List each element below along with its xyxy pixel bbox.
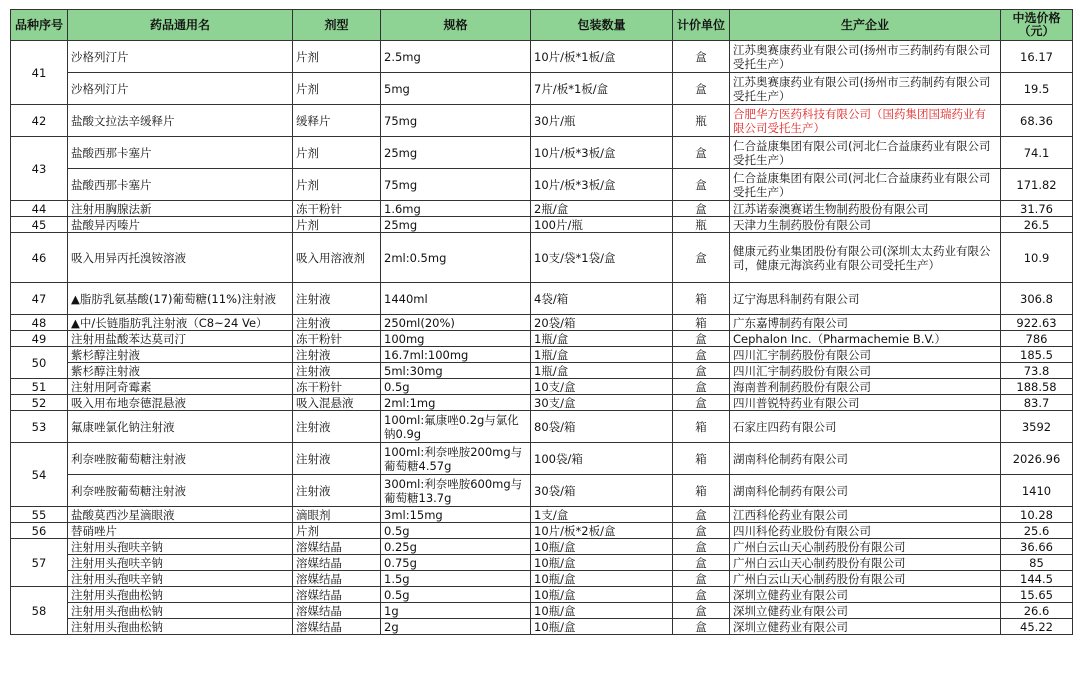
cell-spec: 1440ml: [381, 283, 531, 315]
cell-price: 10.28: [1001, 507, 1073, 523]
cell-unit: 盒: [673, 507, 730, 523]
cell-name: 盐酸异丙嗪片: [68, 217, 293, 233]
cell-name: 吸入用异丙托溴铵溶液: [68, 233, 293, 283]
cell-price: 26.5: [1001, 217, 1073, 233]
cell-pack: 20袋/箱: [531, 315, 673, 331]
cell-form: 片剂: [293, 73, 381, 105]
cell-spec: 0.5g: [381, 379, 531, 395]
cell-form: 注射液: [293, 475, 381, 507]
cell-spec: 75mg: [381, 105, 531, 137]
cell-maker: Cephalon Inc.（Pharmachemie B.V.）: [730, 331, 1001, 347]
cell-pack: 10瓶/盒: [531, 555, 673, 571]
cell-price: 15.65: [1001, 587, 1073, 603]
cell-form: 注射液: [293, 283, 381, 315]
cell-name: 利奈唑胺葡萄糖注射液: [68, 475, 293, 507]
table-row: [11, 411, 1073, 443]
cell-unit: 盒: [673, 395, 730, 411]
cell-pack: 10支/盒: [531, 379, 673, 395]
cell-form: 冻干粉针: [293, 201, 381, 217]
cell-unit: 盒: [673, 137, 730, 169]
cell-spec: 100ml:利奈唑胺200mg与葡萄糖4.57g: [381, 443, 531, 475]
cell-seq: 49: [11, 331, 68, 347]
cell-pack: 1瓶/盒: [531, 331, 673, 347]
cell-spec: 25mg: [381, 137, 531, 169]
header-name: 药品通用名: [68, 10, 293, 41]
cell-unit: 盒: [673, 619, 730, 635]
cell-seq: 55: [11, 507, 68, 523]
cell-form: 注射液: [293, 443, 381, 475]
cell-seq: 41: [11, 41, 68, 105]
cell-price: 36.66: [1001, 539, 1073, 555]
cell-seq: 52: [11, 395, 68, 411]
cell-seq: 58: [11, 587, 68, 635]
cell-seq: 51: [11, 379, 68, 395]
table-row: [11, 475, 1073, 507]
cell-form: 片剂: [293, 169, 381, 201]
cell-price: 45.22: [1001, 619, 1073, 635]
cell-pack: 10支/袋*1袋/盒: [531, 233, 673, 283]
table-row: [11, 571, 1073, 587]
cell-price: 83.7: [1001, 395, 1073, 411]
cell-price: 74.1: [1001, 137, 1073, 169]
cell-pack: 10片/板*3板/盒: [531, 137, 673, 169]
cell-maker: 广州白云山天心制药股份有限公司: [730, 539, 1001, 555]
cell-name: 注射用头孢曲松钠: [68, 619, 293, 635]
cell-unit: 盒: [673, 587, 730, 603]
cell-unit: 瓶: [673, 217, 730, 233]
cell-pack: 10片/板*2板/盒: [531, 523, 673, 539]
cell-form: 片剂: [293, 217, 381, 233]
cell-price: 31.76: [1001, 201, 1073, 217]
cell-pack: 1瓶/盒: [531, 363, 673, 379]
cell-spec: 1g: [381, 603, 531, 619]
cell-spec: 100ml:氟康唑0.2g与氯化钠0.9g: [381, 411, 531, 443]
cell-name: 注射用头孢曲松钠: [68, 587, 293, 603]
cell-form: 滴眼剂: [293, 507, 381, 523]
cell-name: 盐酸西那卡塞片: [68, 137, 293, 169]
cell-price: 922.63: [1001, 315, 1073, 331]
cell-pack: 1瓶/盒: [531, 347, 673, 363]
cell-form: 吸入用溶液剂: [293, 233, 381, 283]
cell-name: 替硝唑片: [68, 523, 293, 539]
table-row: [11, 137, 1073, 169]
cell-form: 溶媒结晶: [293, 571, 381, 587]
header-maker: 生产企业: [730, 10, 1001, 41]
cell-name: 盐酸文拉法辛缓释片: [68, 105, 293, 137]
cell-form: 片剂: [293, 523, 381, 539]
table-row: [11, 395, 1073, 411]
cell-name: ▲中/长链脂肪乳注射液（C8~24 Ve）: [68, 315, 293, 331]
cell-form: 片剂: [293, 41, 381, 73]
table-row: [11, 217, 1073, 233]
cell-unit: 盒: [673, 539, 730, 555]
cell-pack: 30袋/箱: [531, 475, 673, 507]
cell-name: 利奈唑胺葡萄糖注射液: [68, 443, 293, 475]
cell-form: 溶媒结晶: [293, 555, 381, 571]
cell-maker: 江西科伦药业有限公司: [730, 507, 1001, 523]
cell-seq: 56: [11, 523, 68, 539]
cell-maker: 江苏诺泰澳赛诺生物制药股份有限公司: [730, 201, 1001, 217]
cell-spec: 3ml:15mg: [381, 507, 531, 523]
cell-spec: 1.6mg: [381, 201, 531, 217]
cell-name: 注射用胸腺法新: [68, 201, 293, 217]
cell-unit: 盒: [673, 523, 730, 539]
price-table: [10, 9, 1073, 635]
cell-seq: 46: [11, 233, 68, 283]
cell-name: 氟康唑氯化钠注射液: [68, 411, 293, 443]
table-row: [11, 507, 1073, 523]
cell-seq: 48: [11, 315, 68, 331]
cell-maker: 健康元药业集团股份有限公司(深圳太太药业有限公司，健康元海滨药业有限公司受托生产）: [730, 233, 1001, 283]
cell-seq: 44: [11, 201, 68, 217]
table-row: [11, 201, 1073, 217]
cell-maker: 石家庄四药有限公司: [730, 411, 1001, 443]
cell-seq: 45: [11, 217, 68, 233]
cell-price: 144.5: [1001, 571, 1073, 587]
cell-pack: 10片/板*1板/盒: [531, 41, 673, 73]
cell-spec: 2ml:1mg: [381, 395, 531, 411]
cell-name: 沙格列汀片: [68, 73, 293, 105]
cell-name: 注射用头孢呋辛钠: [68, 555, 293, 571]
cell-price: 26.6: [1001, 603, 1073, 619]
cell-form: 片剂: [293, 137, 381, 169]
cell-name: 盐酸莫西沙星滴眼液: [68, 507, 293, 523]
cell-maker: 广东嘉博制药有限公司: [730, 315, 1001, 331]
cell-form: 溶媒结晶: [293, 619, 381, 635]
cell-form: 溶媒结晶: [293, 603, 381, 619]
cell-unit: 盒: [673, 347, 730, 363]
header-seq: 品种序号: [11, 10, 68, 41]
cell-name: 紫杉醇注射液: [68, 347, 293, 363]
cell-price: 188.58: [1001, 379, 1073, 395]
table-row: [11, 331, 1073, 347]
cell-spec: 100mg: [381, 331, 531, 347]
cell-maker: 仁合益康集团有限公司(河北仁合益康药业有限公司受托生产）: [730, 169, 1001, 201]
cell-pack: 10瓶/盒: [531, 587, 673, 603]
cell-unit: 箱: [673, 443, 730, 475]
cell-spec: 0.5g: [381, 523, 531, 539]
cell-name: 盐酸西那卡塞片: [68, 169, 293, 201]
cell-pack: 1支/盒: [531, 507, 673, 523]
cell-unit: 盒: [673, 73, 730, 105]
cell-price: 786: [1001, 331, 1073, 347]
cell-seq: 57: [11, 539, 68, 587]
header-unit: 计价单位: [673, 10, 730, 41]
cell-name: 注射用头孢呋辛钠: [68, 571, 293, 587]
cell-unit: 盒: [673, 571, 730, 587]
table-row: [11, 347, 1073, 363]
cell-seq: 43: [11, 137, 68, 201]
cell-pack: 100袋/箱: [531, 443, 673, 475]
cell-unit: 箱: [673, 315, 730, 331]
cell-pack: 10瓶/盒: [531, 619, 673, 635]
cell-pack: 2瓶/盒: [531, 201, 673, 217]
cell-price: 1410: [1001, 475, 1073, 507]
cell-maker: 四川普锐特药业有限公司: [730, 395, 1001, 411]
cell-unit: 箱: [673, 411, 730, 443]
cell-spec: 2ml:0.5mg: [381, 233, 531, 283]
cell-pack: 30支/盒: [531, 395, 673, 411]
cell-name: 注射用头孢呋辛钠: [68, 539, 293, 555]
cell-spec: 1.5g: [381, 571, 531, 587]
cell-pack: 30片/瓶: [531, 105, 673, 137]
cell-maker: 四川汇宇制药股份有限公司: [730, 363, 1001, 379]
cell-form: 注射液: [293, 347, 381, 363]
table-row: [11, 619, 1073, 635]
cell-price: 306.8: [1001, 283, 1073, 315]
cell-spec: 300ml:利奈唑胺600mg与葡萄糖13.7g: [381, 475, 531, 507]
cell-maker: 天津力生制药股份有限公司: [730, 217, 1001, 233]
cell-form: 吸入混悬液: [293, 395, 381, 411]
cell-maker: 四川科伦药业股份有限公司: [730, 523, 1001, 539]
cell-maker: 江苏奥赛康药业有限公司(扬州市三药制药有限公司受托生产）: [730, 73, 1001, 105]
cell-spec: 0.5g: [381, 587, 531, 603]
cell-price: 19.5: [1001, 73, 1073, 105]
cell-name: 吸入用布地奈德混悬液: [68, 395, 293, 411]
cell-unit: 盒: [673, 169, 730, 201]
cell-maker: 仁合益康集团有限公司(河北仁合益康药业有限公司受托生产）: [730, 137, 1001, 169]
table-row: [11, 233, 1073, 283]
table-row: [11, 539, 1073, 555]
cell-form: 注射液: [293, 315, 381, 331]
cell-price: 2026.96: [1001, 443, 1073, 475]
table-row: [11, 587, 1073, 603]
table-row: [11, 443, 1073, 475]
cell-pack: 4袋/箱: [531, 283, 673, 315]
header-pack: 包装数量: [531, 10, 673, 41]
cell-name: 紫杉醇注射液: [68, 363, 293, 379]
cell-unit: 箱: [673, 283, 730, 315]
cell-spec: 16.7ml:100mg: [381, 347, 531, 363]
cell-pack: 100片/瓶: [531, 217, 673, 233]
cell-pack: 10片/板*3板/盒: [531, 169, 673, 201]
cell-price: 185.5: [1001, 347, 1073, 363]
cell-maker: 广州白云山天心制药股份有限公司: [730, 571, 1001, 587]
cell-seq: 50: [11, 347, 68, 379]
cell-unit: 盒: [673, 603, 730, 619]
cell-seq: 42: [11, 105, 68, 137]
cell-pack: 10瓶/盒: [531, 603, 673, 619]
cell-form: 溶媒结晶: [293, 587, 381, 603]
cell-spec: 0.75g: [381, 555, 531, 571]
cell-unit: 盒: [673, 201, 730, 217]
cell-maker: 辽宁海思科制药有限公司: [730, 283, 1001, 315]
cell-price: 73.8: [1001, 363, 1073, 379]
cell-form: 注射液: [293, 363, 381, 379]
cell-maker: 四川汇宇制药股份有限公司: [730, 347, 1001, 363]
cell-form: 注射液: [293, 411, 381, 443]
table-row: [11, 105, 1073, 137]
cell-price: 68.36: [1001, 105, 1073, 137]
cell-spec: 2.5mg: [381, 41, 531, 73]
cell-form: 溶媒结晶: [293, 539, 381, 555]
header-spec: 规格: [381, 10, 531, 41]
cell-unit: 盒: [673, 555, 730, 571]
table-row: [11, 315, 1073, 331]
cell-unit: 盒: [673, 233, 730, 283]
table-row: [11, 603, 1073, 619]
cell-seq: 54: [11, 443, 68, 507]
cell-pack: 7片/板*1板/盒: [531, 73, 673, 105]
table-row: [11, 41, 1073, 73]
cell-name: 沙格列汀片: [68, 41, 293, 73]
cell-pack: 10瓶/盒: [531, 571, 673, 587]
cell-name: 注射用阿奇霉素: [68, 379, 293, 395]
table-row: [11, 73, 1073, 105]
cell-unit: 盒: [673, 379, 730, 395]
cell-price: 85: [1001, 555, 1073, 571]
cell-maker: 深圳立健药业有限公司: [730, 619, 1001, 635]
cell-price: 25.6: [1001, 523, 1073, 539]
cell-spec: 5ml:30mg: [381, 363, 531, 379]
cell-spec: 25mg: [381, 217, 531, 233]
cell-maker: 广州白云山天心制药股份有限公司: [730, 555, 1001, 571]
table-row: [11, 555, 1073, 571]
cell-form: 冻干粉针: [293, 331, 381, 347]
table-row: [11, 363, 1073, 379]
cell-unit: 盒: [673, 363, 730, 379]
cell-maker: 江苏奥赛康药业有限公司(扬州市三药制药有限公司受托生产）: [730, 41, 1001, 73]
cell-maker: 深圳立健药业有限公司: [730, 603, 1001, 619]
table-row: [11, 379, 1073, 395]
cell-price: 3592: [1001, 411, 1073, 443]
cell-unit: 盒: [673, 331, 730, 347]
cell-maker: 湖南科伦制药有限公司: [730, 443, 1001, 475]
cell-maker: 海南普利制药股份有限公司: [730, 379, 1001, 395]
cell-pack: 80袋/箱: [531, 411, 673, 443]
cell-pack: 10瓶/盒: [531, 539, 673, 555]
table-row: [11, 523, 1073, 539]
table-row: [11, 169, 1073, 201]
cell-seq: 53: [11, 411, 68, 443]
cell-name: ▲脂肪乳氨基酸(17)葡萄糖(11%)注射液: [68, 283, 293, 315]
cell-price: 10.9: [1001, 233, 1073, 283]
cell-form: 缓释片: [293, 105, 381, 137]
cell-price: 171.82: [1001, 169, 1073, 201]
cell-price: 16.17: [1001, 41, 1073, 73]
cell-seq: 47: [11, 283, 68, 315]
cell-unit: 瓶: [673, 105, 730, 137]
cell-spec: 2g: [381, 619, 531, 635]
cell-unit: 盒: [673, 41, 730, 73]
cell-form: 冻干粉针: [293, 379, 381, 395]
table-row: [11, 283, 1073, 315]
header-row: [11, 10, 1073, 41]
cell-name: 注射用盐酸苯达莫司汀: [68, 331, 293, 347]
cell-spec: 75mg: [381, 169, 531, 201]
cell-spec: 5mg: [381, 73, 531, 105]
cell-spec: 250ml(20%): [381, 315, 531, 331]
header-price: 中选价格 （元）: [1001, 10, 1073, 41]
cell-maker: 湖南科伦制药有限公司: [730, 475, 1001, 507]
table-body: [11, 41, 1073, 635]
header-form: 剂型: [293, 10, 381, 41]
cell-name: 注射用头孢曲松钠: [68, 603, 293, 619]
cell-unit: 箱: [673, 475, 730, 507]
cell-maker: 合肥华方医药科技有限公司（国药集团国瑞药业有限公司受托生产）: [730, 105, 1001, 137]
cell-maker: 深圳立健药业有限公司: [730, 587, 1001, 603]
cell-spec: 0.25g: [381, 539, 531, 555]
